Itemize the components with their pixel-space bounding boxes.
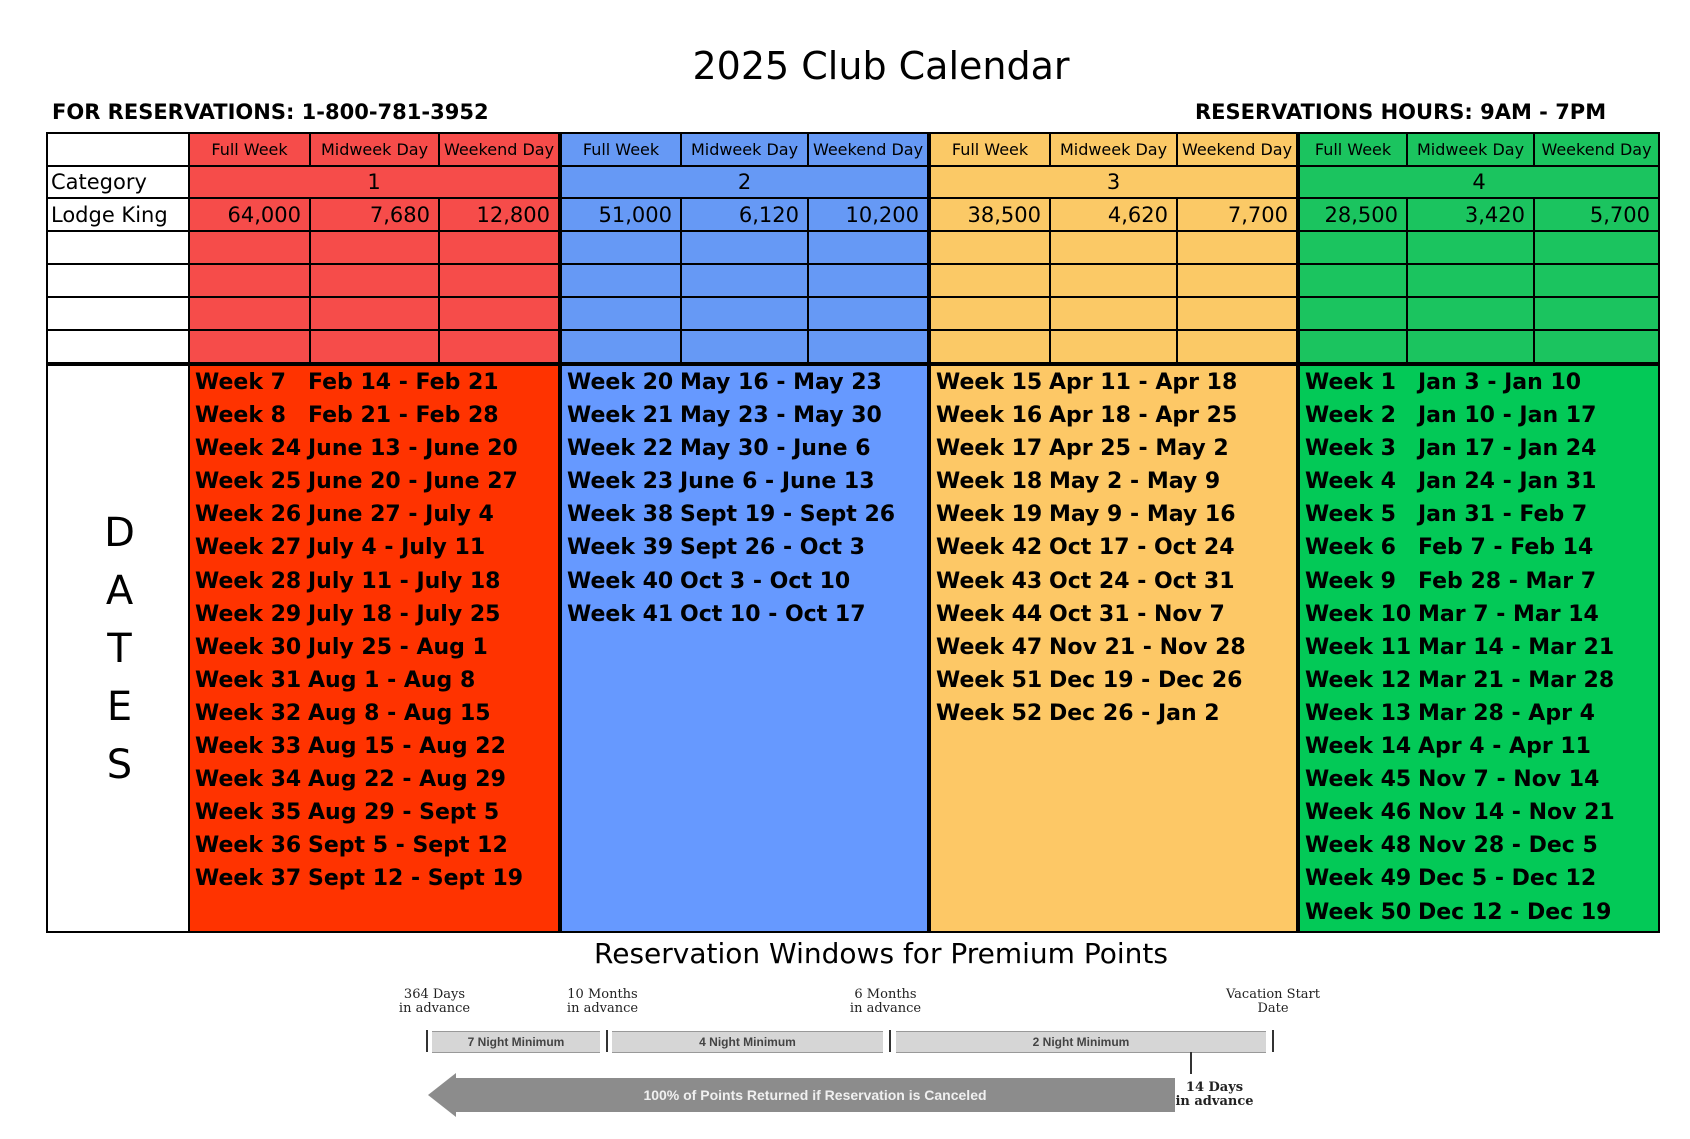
- week-number: Week 6: [1305, 535, 1396, 561]
- col-header-midweek-day: Midweek Day: [1407, 133, 1534, 166]
- column-header-row: [47, 133, 1659, 166]
- week-row: [195, 697, 558, 730]
- label-14-days: [1172, 1081, 1257, 1109]
- dates-row: [47, 364, 1659, 932]
- col-header-weekend-day: Weekend Day: [439, 133, 560, 166]
- blank-cell: [560, 330, 681, 364]
- lodge-king-label: Lodge King: [47, 198, 189, 231]
- blank-cell: [929, 330, 1050, 364]
- week-row: [936, 432, 1296, 465]
- week-row: [936, 399, 1296, 432]
- week-list: [190, 366, 558, 896]
- week-number: Week 1: [1305, 370, 1396, 395]
- blank-cell: [929, 297, 1050, 330]
- week-row: [1305, 366, 1658, 399]
- week-row: [195, 498, 558, 531]
- week-dates: Mar 28 - Apr 4: [1418, 700, 1595, 726]
- week-number: Week 15: [936, 370, 1043, 395]
- week-row: [567, 531, 927, 564]
- blank-cell: [1407, 231, 1534, 264]
- blank-cell: [681, 297, 808, 330]
- points-value: 10,200: [808, 198, 929, 231]
- week-list: [931, 366, 1296, 730]
- blank-cell: [1177, 264, 1298, 297]
- week-row: [936, 565, 1296, 598]
- lodge-king-row: [47, 198, 1659, 231]
- bar-4-night-minimum: 4 Night Minimum: [612, 1031, 883, 1053]
- blank-cell: [47, 330, 189, 364]
- col-header-weekend-day: Weekend Day: [1177, 133, 1298, 166]
- week-row: [1305, 730, 1658, 763]
- dates-vertical-label: [51, 366, 188, 931]
- week-list: [1300, 366, 1658, 929]
- label-line: 364 Days: [403, 987, 466, 1002]
- week-number: Week 7: [195, 370, 286, 395]
- col-header-weekend-day: Weekend Day: [1534, 133, 1659, 166]
- dates-letter: D: [104, 509, 135, 556]
- week-number: Week 43: [936, 568, 1043, 594]
- week-number: Week 29: [195, 601, 302, 627]
- label-line: 14 Days: [1185, 1080, 1244, 1095]
- bar-2-night-minimum: 2 Night Minimum: [896, 1031, 1266, 1053]
- blank-cell: [1534, 231, 1659, 264]
- blank-cell: [929, 264, 1050, 297]
- club-calendar-table: [46, 132, 1660, 933]
- week-row: [1305, 498, 1658, 531]
- week-number: Week 18: [936, 469, 1043, 495]
- week-row: [195, 432, 558, 465]
- timeline-tick: [606, 1030, 608, 1052]
- timeline-tick: [426, 1030, 428, 1052]
- week-dates: Dec 26 - Jan 2: [1049, 700, 1220, 726]
- dates-letter: A: [105, 567, 134, 614]
- week-dates: July 4 - July 11: [308, 535, 486, 561]
- week-dates: May 2 - May 9: [1049, 469, 1221, 495]
- week-row: [936, 631, 1296, 664]
- week-dates: Mar 14 - Mar 21: [1418, 634, 1615, 660]
- blank-row: [47, 330, 1659, 364]
- week-dates: June 27 - July 4: [308, 502, 494, 528]
- week-number: Week 31: [195, 667, 302, 693]
- week-row: [195, 796, 558, 829]
- category-2-number: 2: [560, 166, 929, 198]
- week-dates: Oct 17 - Oct 24: [1049, 535, 1235, 561]
- dates-letter: S: [106, 741, 133, 788]
- week-number: Week 33: [195, 734, 302, 760]
- week-dates: Nov 21 - Nov 28: [1049, 634, 1246, 660]
- blank-cell: [439, 297, 560, 330]
- reservation-windows-title: Reservation Windows for Premium Points: [594, 937, 1168, 970]
- week-dates: Mar 21 - Mar 28: [1418, 667, 1615, 693]
- week-number: Week 8: [195, 403, 286, 429]
- blank-cell: [681, 231, 808, 264]
- week-number: Week 49: [1305, 866, 1412, 892]
- week-row: [195, 531, 558, 564]
- blank-cell: [439, 231, 560, 264]
- week-row: [936, 366, 1296, 399]
- dates-label-cell: [47, 364, 189, 932]
- week-dates: Jan 17 - Jan 24: [1418, 436, 1597, 462]
- blank-cell: [681, 264, 808, 297]
- points-value: 51,000: [560, 198, 681, 231]
- week-number: Week 41: [567, 601, 674, 627]
- week-number: Week 45: [1305, 767, 1412, 793]
- reservations-phone: FOR RESERVATIONS: 1-800-781-3952: [52, 100, 489, 124]
- blank-cell: [1298, 264, 1407, 297]
- week-row: [195, 465, 558, 498]
- dates-letter: E: [106, 683, 133, 730]
- week-dates: Nov 7 - Nov 14: [1418, 767, 1600, 793]
- reservations-hours: RESERVATIONS HOURS: 9AM - 7PM: [1195, 100, 1607, 124]
- week-dates: Aug 29 - Sept 5: [308, 800, 500, 826]
- blank-cell: [808, 231, 929, 264]
- week-number: Week 52: [936, 700, 1043, 726]
- week-dates: Dec 19 - Dec 26: [1049, 667, 1243, 693]
- week-number: Week 40: [567, 568, 674, 594]
- blank-cell: [310, 231, 439, 264]
- blank-cell: [1298, 330, 1407, 364]
- blank-cell: [1050, 297, 1177, 330]
- arrow-left-icon: [428, 1073, 456, 1117]
- week-number: Week 26: [195, 502, 302, 528]
- week-dates: Feb 21 - Feb 28: [308, 403, 499, 429]
- week-number: Week 35: [195, 800, 302, 826]
- week-number: Week 22: [567, 436, 674, 462]
- label-line: in advance: [1175, 1094, 1254, 1109]
- week-dates: Oct 10 - Oct 17: [680, 601, 866, 627]
- week-number: Week 27: [195, 535, 302, 561]
- week-row: [1305, 896, 1658, 929]
- week-dates: Oct 3 - Oct 10: [680, 568, 851, 594]
- week-dates: July 25 - Aug 1: [308, 634, 488, 660]
- week-dates: Sept 19 - Sept 26: [680, 502, 896, 528]
- week-row: [936, 498, 1296, 531]
- blank-cell: [1534, 330, 1659, 364]
- week-row: [567, 598, 927, 631]
- blank-cell: [1407, 264, 1534, 297]
- week-dates: May 16 - May 23: [680, 370, 882, 395]
- week-number: Week 17: [936, 436, 1043, 462]
- blank-cell: [1050, 264, 1177, 297]
- blank-cell: [1407, 297, 1534, 330]
- week-number: Week 47: [936, 634, 1043, 660]
- week-number: Week 21: [567, 403, 674, 429]
- week-row: [195, 565, 558, 598]
- week-number: Week 50: [1305, 899, 1412, 925]
- blank-cell: [47, 231, 189, 264]
- blank-cell: [1177, 330, 1298, 364]
- week-number: Week 36: [195, 833, 302, 859]
- week-dates: Apr 18 - Apr 25: [1049, 403, 1238, 429]
- week-dates: Feb 28 - Mar 7: [1418, 568, 1597, 594]
- blank-row: [47, 231, 1659, 264]
- timeline-tick-14-days: [1190, 1052, 1192, 1074]
- week-dates: Sept 5 - Sept 12: [308, 833, 508, 859]
- week-row: [1305, 763, 1658, 796]
- blank-cell: [439, 264, 560, 297]
- week-row: [195, 730, 558, 763]
- label-vacation-start: [1223, 988, 1323, 1016]
- category-1-dates: [189, 364, 560, 932]
- label-10-months: [560, 988, 645, 1016]
- points-value: 4,620: [1050, 198, 1177, 231]
- label-line: 10 Months: [567, 987, 638, 1002]
- week-row: [1305, 598, 1658, 631]
- week-row: [1305, 432, 1658, 465]
- label-line: in advance: [849, 1001, 922, 1016]
- week-row: [195, 399, 558, 432]
- week-row: [1305, 664, 1658, 697]
- cancel-note-arrow: 100% of Points Returned if Reservation is Canceled: [455, 1078, 1175, 1112]
- blank-cell: [189, 231, 310, 264]
- bar-7-night-minimum: 7 Night Minimum: [432, 1031, 600, 1053]
- week-number: Week 5: [1305, 502, 1396, 528]
- week-number: Week 24: [195, 436, 302, 462]
- label-364-days: [392, 988, 477, 1016]
- category-3-dates: [929, 364, 1298, 932]
- week-dates: Sept 26 - Oct 3: [680, 535, 865, 561]
- week-row: [1305, 697, 1658, 730]
- label-line: in advance: [398, 1001, 471, 1016]
- week-dates: Feb 7 - Feb 14: [1418, 535, 1594, 561]
- blank-cell: [560, 264, 681, 297]
- blank-cell: [47, 297, 189, 330]
- week-number: Week 28: [195, 568, 302, 594]
- timeline-tick: [1272, 1030, 1274, 1052]
- blank-cell: [189, 297, 310, 330]
- week-row: [195, 366, 558, 399]
- week-dates: Jan 31 - Feb 7: [1418, 502, 1588, 528]
- week-number: Week 51: [936, 667, 1043, 693]
- week-row: [936, 531, 1296, 564]
- week-row: [195, 829, 558, 862]
- category-1-number: 1: [189, 166, 560, 198]
- week-row: [1305, 565, 1658, 598]
- category-3-number: 3: [929, 166, 1298, 198]
- week-dates: Oct 31 - Nov 7: [1049, 601, 1225, 627]
- week-dates: Nov 14 - Nov 21: [1418, 800, 1615, 826]
- week-dates: Feb 14 - Feb 21: [308, 370, 499, 395]
- points-value: 5,700: [1534, 198, 1659, 231]
- blank-cell: [1298, 297, 1407, 330]
- week-row: [195, 862, 558, 895]
- label-6-months: [843, 988, 928, 1016]
- week-row: [195, 598, 558, 631]
- week-row: [567, 432, 927, 465]
- week-number: Week 19: [936, 502, 1043, 528]
- points-value: 28,500: [1298, 198, 1407, 231]
- blank-cell: [681, 330, 808, 364]
- header-corner-cell: [47, 133, 189, 166]
- week-dates: Dec 12 - Dec 19: [1418, 899, 1612, 925]
- week-number: Week 10: [1305, 601, 1412, 627]
- week-dates: Nov 28 - Dec 5: [1418, 833, 1598, 859]
- col-header-full-week: Full Week: [189, 133, 310, 166]
- page-title: 2025 Club Calendar: [692, 44, 1070, 88]
- blank-cell: [808, 297, 929, 330]
- week-number: Week 38: [567, 502, 674, 528]
- week-row: [936, 598, 1296, 631]
- week-row: [567, 465, 927, 498]
- week-dates: May 30 - June 6: [680, 436, 871, 462]
- blank-cell: [310, 330, 439, 364]
- week-row: [1305, 862, 1658, 895]
- blank-cell: [1177, 297, 1298, 330]
- week-number: Week 20: [567, 370, 674, 395]
- week-dates: Oct 24 - Oct 31: [1049, 568, 1235, 594]
- label-line: 6 Months: [854, 987, 917, 1002]
- points-value: 3,420: [1407, 198, 1534, 231]
- blank-cell: [808, 264, 929, 297]
- blank-cell: [310, 297, 439, 330]
- week-row: [195, 664, 558, 697]
- points-value: 6,120: [681, 198, 808, 231]
- week-dates: Apr 11 - Apr 18: [1049, 370, 1238, 395]
- points-value: 7,700: [1177, 198, 1298, 231]
- week-dates: Aug 22 - Aug 29: [308, 767, 506, 793]
- category-4-number: 4: [1298, 166, 1659, 198]
- week-number: Week 2: [1305, 403, 1396, 429]
- blank-cell: [808, 330, 929, 364]
- blank-cell: [1177, 231, 1298, 264]
- blank-cell: [310, 264, 439, 297]
- week-number: Week 3: [1305, 436, 1396, 462]
- blank-cell: [1298, 231, 1407, 264]
- week-row: [936, 465, 1296, 498]
- week-dates: Jan 10 - Jan 17: [1418, 403, 1597, 429]
- week-number: Week 34: [195, 767, 302, 793]
- week-dates: Sept 12 - Sept 19: [308, 866, 524, 892]
- week-row: [936, 664, 1296, 697]
- week-number: Week 42: [936, 535, 1043, 561]
- week-dates: June 13 - June 20: [308, 436, 518, 462]
- col-header-midweek-day: Midweek Day: [1050, 133, 1177, 166]
- week-row: [195, 763, 558, 796]
- blank-cell: [1407, 330, 1534, 364]
- blank-cell: [189, 264, 310, 297]
- week-row: [1305, 399, 1658, 432]
- blank-cell: [439, 330, 560, 364]
- blank-cell: [1050, 231, 1177, 264]
- week-row: [567, 565, 927, 598]
- week-row: [1305, 465, 1658, 498]
- col-header-full-week: Full Week: [560, 133, 681, 166]
- blank-row: [47, 297, 1659, 330]
- blank-cell: [929, 231, 1050, 264]
- col-header-weekend-day: Weekend Day: [808, 133, 929, 166]
- week-row: [1305, 796, 1658, 829]
- week-number: Week 13: [1305, 700, 1412, 726]
- week-dates: Aug 15 - Aug 22: [308, 734, 506, 760]
- col-header-full-week: Full Week: [929, 133, 1050, 166]
- blank-cell: [560, 231, 681, 264]
- blank-cell: [1534, 264, 1659, 297]
- col-header-midweek-day: Midweek Day: [310, 133, 439, 166]
- points-value: 12,800: [439, 198, 560, 231]
- category-2-dates: [560, 364, 929, 932]
- label-line: Vacation Start: [1225, 987, 1320, 1002]
- week-number: Week 16: [936, 403, 1043, 429]
- col-header-midweek-day: Midweek Day: [681, 133, 808, 166]
- week-number: Week 12: [1305, 667, 1412, 693]
- week-list: [562, 366, 927, 631]
- blank-cell: [1534, 297, 1659, 330]
- week-row: [567, 498, 927, 531]
- label-line: in advance: [566, 1001, 639, 1016]
- week-number: Week 9: [1305, 568, 1396, 594]
- week-number: Week 25: [195, 469, 302, 495]
- week-number: Week 30: [195, 634, 302, 660]
- week-dates: Mar 7 - Mar 14: [1418, 601, 1599, 627]
- week-dates: Aug 8 - Aug 15: [308, 700, 491, 726]
- week-dates: Jan 24 - Jan 31: [1418, 469, 1597, 495]
- week-dates: Apr 25 - May 2: [1049, 436, 1229, 462]
- week-row: [936, 697, 1296, 730]
- points-value: 64,000: [189, 198, 310, 231]
- blank-row: [47, 264, 1659, 297]
- week-dates: May 9 - May 16: [1049, 502, 1236, 528]
- label-line: Date: [1257, 1001, 1289, 1016]
- week-number: Week 48: [1305, 833, 1412, 859]
- timeline-tick: [889, 1030, 891, 1052]
- blank-cell: [1050, 330, 1177, 364]
- dates-letter: T: [107, 625, 132, 672]
- week-number: Week 46: [1305, 800, 1412, 826]
- points-value: 38,500: [929, 198, 1050, 231]
- week-dates: July 18 - July 25: [308, 601, 501, 627]
- week-number: Week 4: [1305, 469, 1396, 495]
- week-dates: July 11 - July 18: [308, 568, 501, 594]
- week-row: [1305, 829, 1658, 862]
- category-4-dates: [1298, 364, 1659, 932]
- week-dates: Jan 3 - Jan 10: [1418, 370, 1582, 395]
- week-dates: June 6 - June 13: [680, 469, 875, 495]
- category-label: Category: [47, 166, 189, 198]
- blank-cell: [189, 330, 310, 364]
- week-row: [567, 399, 927, 432]
- category-row: [47, 166, 1659, 198]
- week-dates: Aug 1 - Aug 8: [308, 667, 476, 693]
- week-number: Week 23: [567, 469, 674, 495]
- week-number: Week 11: [1305, 634, 1412, 660]
- week-number: Week 32: [195, 700, 302, 726]
- week-row: [1305, 531, 1658, 564]
- week-dates: June 20 - June 27: [308, 469, 518, 495]
- week-dates: May 23 - May 30: [680, 403, 882, 429]
- week-dates: Apr 4 - Apr 11: [1418, 734, 1591, 760]
- week-number: Week 37: [195, 866, 302, 892]
- week-number: Week 39: [567, 535, 674, 561]
- blank-cell: [47, 264, 189, 297]
- blank-cell: [560, 297, 681, 330]
- week-row: [567, 366, 927, 399]
- points-value: 7,680: [310, 198, 439, 231]
- week-dates: Dec 5 - Dec 12: [1418, 866, 1597, 892]
- week-number: Week 14: [1305, 734, 1412, 760]
- week-row: [1305, 631, 1658, 664]
- col-header-full-week: Full Week: [1298, 133, 1407, 166]
- week-number: Week 44: [936, 601, 1043, 627]
- week-row: [195, 631, 558, 664]
